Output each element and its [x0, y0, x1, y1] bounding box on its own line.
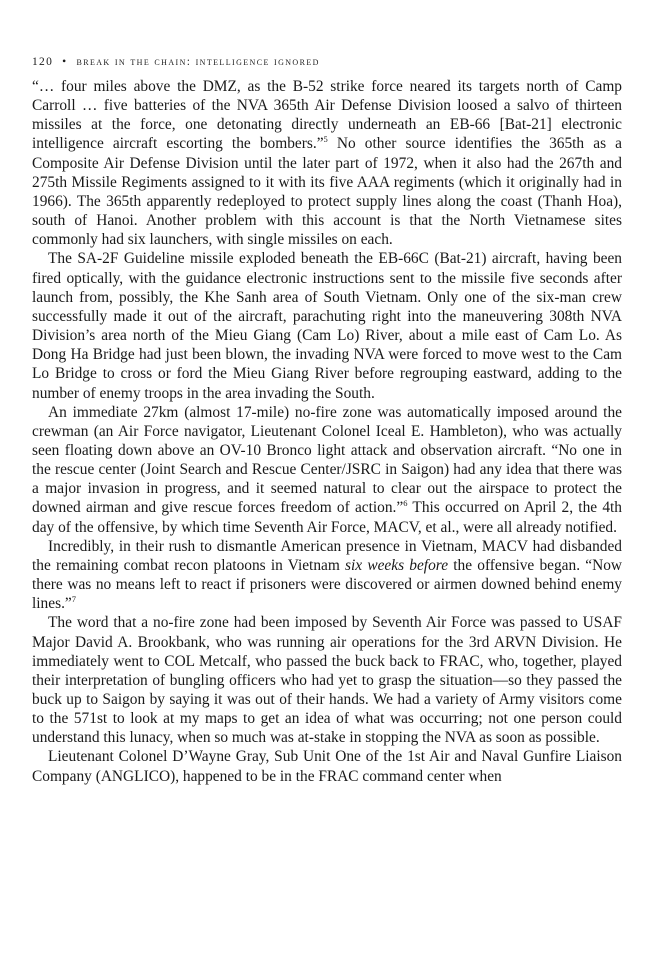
- paragraph-1: [32, 77, 622, 249]
- paragraph-6: Lieutenant Colonel D’Wayne Gray, Sub Unit One of the 1st Air and Naval Gunfire Liaison Company (ANGLICO), happened to be in the FRAC command center when: [32, 748, 622, 785]
- paragraph-1-text-b: No other source identifies the 365th as a Composite Air Defense Division until the later part of 1972, when it also had the 267th and 275th Missile Regiments assigned to it with its five AAA regiments (which it originally had in 1966). The 365th apparently redeployed to protect supply lines along the coast (Thanh Hoa), south of Hanoi. Another problem with this account is that the North Vietnamese sites commonly had six launchers, with single missiles on each.: [32, 135, 622, 249]
- book-page: [32, 56, 622, 786]
- paragraph-3: [32, 403, 622, 537]
- paragraph-3-text-b: This occurred on April 2, the 4th day of the offensive, by which time Seventh Air Force, MACV, et al., were all already notified.: [32, 499, 622, 536]
- paragraph-4-text-a: Incredibly, in their rush to dismantle American presence in Vietnam, MACV had disbanded the remaining combat recon platoons in Vietnam: [32, 537, 622, 574]
- footnote-ref-7: 7: [71, 594, 76, 605]
- paragraph-4-text-b: the offensive began. “Now there was no means left to react if prisoners were discovered or airmen downed behind enemy lines.”: [32, 556, 623, 613]
- paragraph-2: The SA-2F Guideline missile exploded beneath the EB-66C (Bat-21) aircraft, having been fired optically, with the guidance electronic instructions sent to the missile five seconds after launch from, possibly, the Khe Sanh area of South Vietnam. Only one of the six-man crew successfully made it out of the aircraft, parachuting right into the maneuvering 308th NVA Division’s area north of the Mieu Giang (Cam Lo) River, about a mile east of Cam Lo. As Dong Ha Bridge had just been blown, the invading NVA were forced to move west to the Cam Lo Bridge to cross or ford the Mieu Giang River before regrouping eastward, adding to the number of enemy troops in the area invading the South.: [32, 250, 622, 402]
- paragraph-4: [32, 537, 622, 614]
- page-number: 120: [32, 56, 54, 68]
- header-bullet: •: [62, 56, 68, 68]
- paragraph-3-text-a: An immediate 27km (almost 17-mile) no-fire zone was automatically imposed around the crewman (an Air Force navigator, Lieutenant Colonel Iceal E. Hambleton), who was actually seen floating down above an OV-10 Bronco light attack and observation aircraft. “No one in the rescue center (Joint Search and Rescue Center/JSRC in Saigon) had any idea that there was a major invasion in progress, and it seemed natural to clear out the airspace to protect the downed airman and give rescue forces freedom of action.”: [32, 403, 622, 517]
- footnote-ref-5: 5: [323, 134, 328, 145]
- footnote-ref-6: 6: [403, 498, 408, 509]
- paragraph-1-text-a: “… four miles above the DMZ, as the B-52 strike force neared its targets north of Camp Carroll … five batteries of the NVA 365th Air Defense Division loosed a salvo of thirteen missiles at the force, one detonating directly underneath an EB-66 [Bat-21] electronic intelligence aircraft escorting the bombers.”: [32, 78, 622, 153]
- paragraph-4-emphasis: six weeks before: [345, 556, 449, 574]
- running-header: [32, 56, 622, 68]
- running-title: break in the chain: intelligence ignored: [76, 56, 320, 68]
- paragraph-5: The word that a no-fire zone had been imposed by Seventh Air Force was passed to USAF Major David A. Brookbank, who was running air operations for the 3rd ARVN Division. He immediately went to COL Metcalf, who passed the buck back to FRAC, who, together, played their interpretation of bungling officers who had yet to grasp the situation—so they passed the buck up to Saigon by saying it was out of their hands. We had a variety of Army visitors come to the 571st to look at my maps to get an idea of what was occurring; not one person could understand this lunacy, when so much was at-stake in stopping the NVA as soon as possible.: [32, 614, 622, 747]
